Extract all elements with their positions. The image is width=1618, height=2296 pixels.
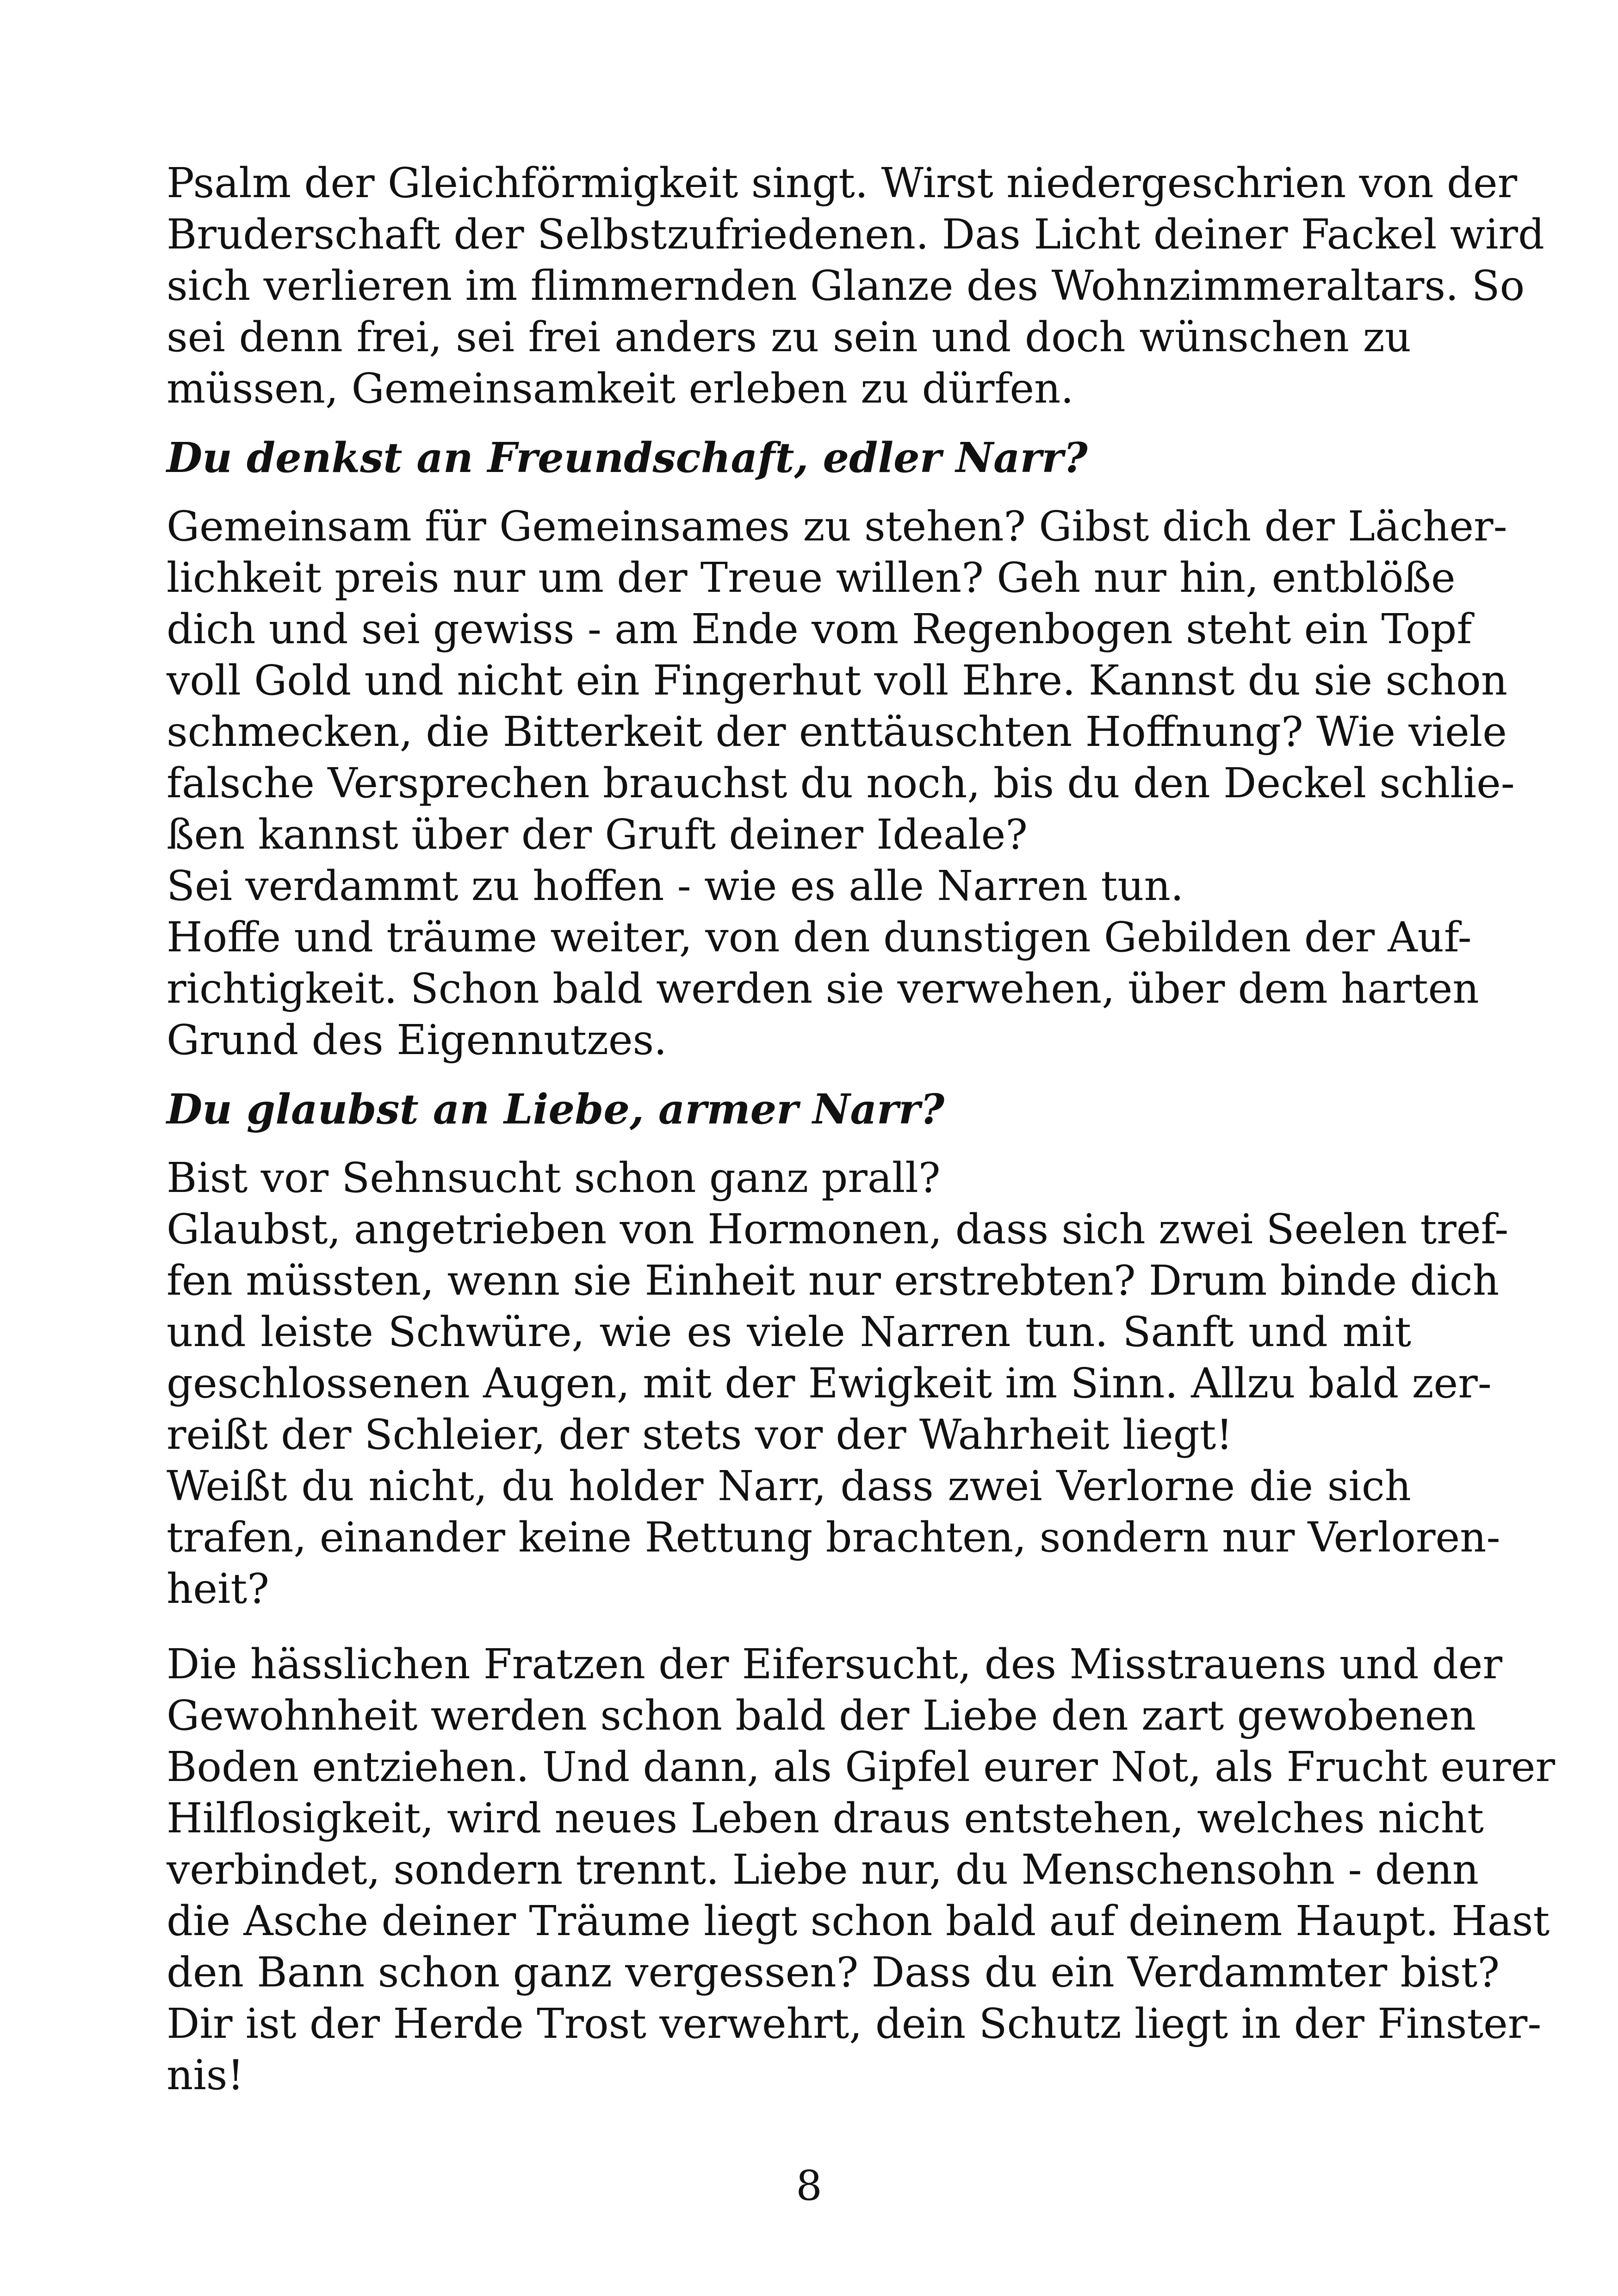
- text-line: Psalm der Gleichförmigkeit singt. Wirst niedergeschrien von der: [167, 159, 1518, 207]
- paragraph-8: [167, 1638, 1556, 2101]
- text-line: voll Gold und nicht ein Fingerhut voll Ehre. Kannst du sie schon: [167, 656, 1508, 704]
- text-line: heit?: [167, 1564, 269, 1613]
- paragraph-spacer: [167, 1614, 1411, 1638]
- text-line: Boden entziehen. Und dann, als Gipfel eurer Not, als Frucht eurer: [167, 1743, 1556, 1791]
- text-line: fen müssten, wenn sie Einheit nur erstrebten? Drum binde dich: [167, 1256, 1500, 1304]
- text-line: lichkeit preis nur um der Treue willen? Geh nur hin, entblöße: [167, 553, 1456, 602]
- paragraph-1: [167, 157, 1544, 414]
- text-line: den Bann schon ganz vergessen? Dass du ein Verdammter bist?: [167, 1948, 1500, 1996]
- text-line: verbindet, sondern trennt. Liebe nur, du Menschensohn - denn: [167, 1845, 1479, 1893]
- text-line: falsche Versprechen brauchst du noch, bis du den Deckel schlie-: [167, 759, 1515, 807]
- text-line: ßen kannst über der Gruft deiner Ideale?: [167, 810, 1028, 858]
- text-line: sei denn frei, sei frei anders zu sein und doch wünschen zu: [167, 313, 1411, 361]
- text-line: Gemeinsam für Gemeinsames zu stehen? Gibst dich der Lächer-: [167, 502, 1507, 550]
- text-line: dich und sei gewiss - am Ende vom Regenbogen steht ein Topf: [167, 605, 1472, 653]
- text-line: schmecken, die Bitterkeit der enttäuschten Hoffnung? Wie viele: [167, 707, 1507, 756]
- text-line: müssen, Gemeinsamkeit erleben zu dürfen.: [167, 364, 1074, 412]
- text-line: trafen, einander keine Rettung brachten, sondern nur Verloren-: [167, 1513, 1500, 1561]
- section-heading-friendship: Du denkst an Freundschaft, edler Narr?: [167, 433, 1088, 482]
- text-line: nis!: [167, 2051, 244, 2099]
- paragraph-3: [167, 860, 1411, 912]
- text-line: Hoffe und träume weiter, von den dunstigen Gebilden der Auf-: [167, 913, 1472, 961]
- paragraph-6: [167, 1204, 1509, 1460]
- text-line: Dir ist der Herde Trost verwehrt, dein Schutz liegt in der Finster-: [167, 1999, 1542, 2048]
- text-line: Grund des Eigennutzes.: [167, 1016, 667, 1064]
- text-line: richtigkeit. Schon bald werden sie verwehen, über dem harten: [167, 964, 1479, 1012]
- text-line: und leiste Schwüre, wie es viele Narren tun. Sanft und mit: [167, 1308, 1411, 1356]
- text-line: Gewohnheit werden schon bald der Liebe den zart gewobenen: [167, 1691, 1476, 1739]
- text-line: Hilflosigkeit, wird neues Leben draus entstehen, welches nicht: [167, 1794, 1484, 1842]
- text-line: geschlossenen Augen, mit der Ewigkeit im Sinn. Allzu bald zer-: [167, 1359, 1492, 1407]
- paragraph-4: [167, 912, 1479, 1066]
- text-line: Bist vor Sehnsucht schon ganz prall?: [167, 1154, 941, 1202]
- page-body: [167, 157, 1556, 2101]
- text-line: die Asche deiner Träume liegt schon bald auf deinem Haupt. Hast: [167, 1897, 1550, 1945]
- paragraph-2: [167, 501, 1515, 860]
- text-line: Weißt du nicht, du holder Narr, dass zwei Verlorne die sich: [167, 1462, 1411, 1510]
- text-line: sich verlieren im flimmernden Glanze des Wohnzimmeraltars. So: [167, 261, 1525, 310]
- page-number: 8: [796, 2161, 822, 2209]
- section-heading-love: Du glaubst an Liebe, armer Narr?: [167, 1085, 945, 1133]
- paragraph-5: [167, 1152, 1411, 1204]
- text-line: Sei verdammt zu hoffen - wie es alle Narren tun.: [167, 862, 1184, 910]
- text-line: Bruderschaft der Selbstzufriedenen. Das Licht deiner Fackel wird: [167, 210, 1544, 258]
- text-line: Glaubst, angetrieben von Hormonen, dass sich zwei Seelen tref-: [167, 1205, 1509, 1253]
- paragraph-7: [167, 1460, 1500, 1614]
- text-line: reißt der Schleier, der stets vor der Wahrheit liegt!: [167, 1410, 1233, 1458]
- text-line: Die hässlichen Fratzen der Eifersucht, des Misstrauens und der: [167, 1640, 1503, 1688]
